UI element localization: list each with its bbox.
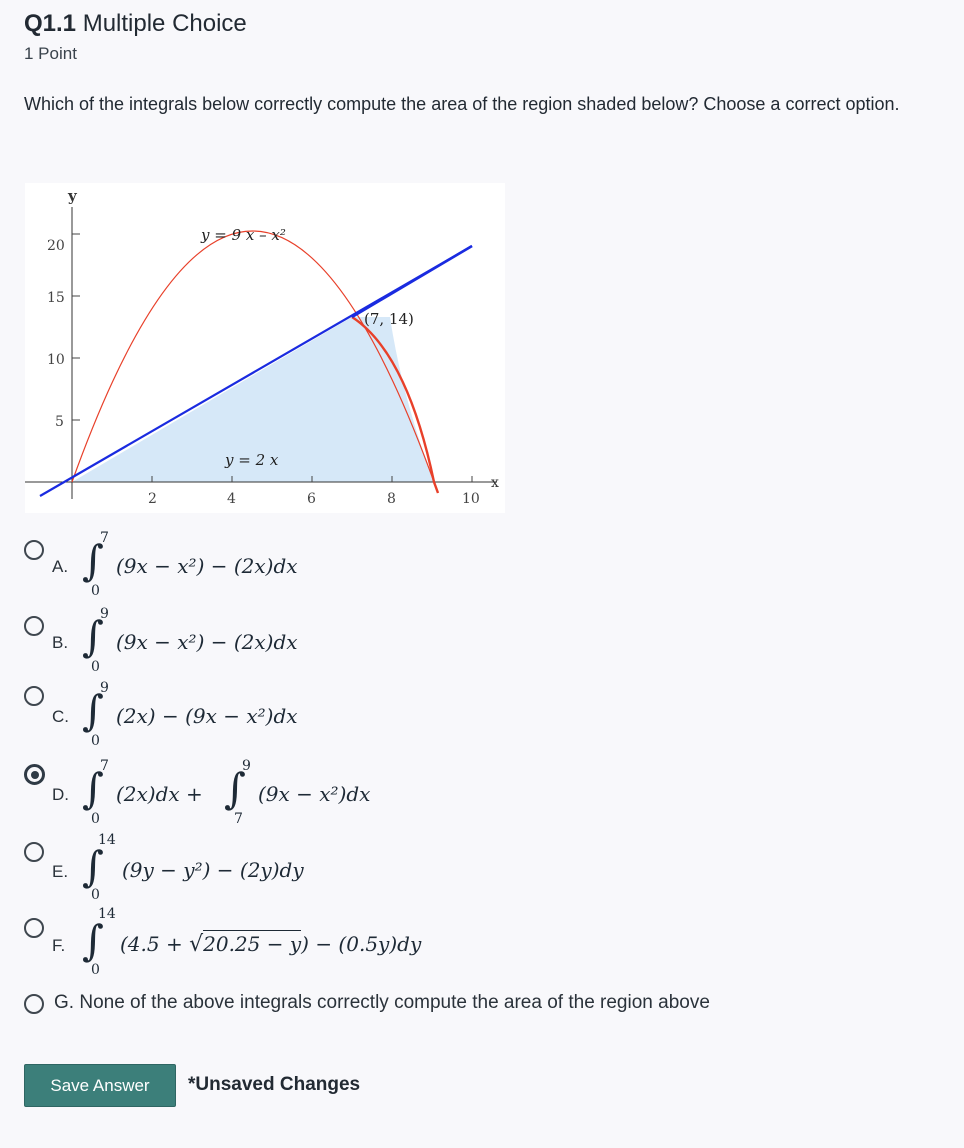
choice-text: None of the above integrals correctly compute the area of the region above bbox=[79, 992, 710, 1013]
upper-limit: 7 bbox=[100, 758, 109, 774]
integral-sign: ∫ bbox=[224, 764, 246, 813]
question-type: Multiple Choice bbox=[82, 10, 247, 37]
integral-sign: ∫ bbox=[82, 536, 104, 585]
upper-limit: 9 bbox=[100, 606, 109, 622]
question-number: Q1.1 bbox=[24, 10, 77, 37]
integrand: (9y − y²) − (2y)dy bbox=[122, 858, 304, 882]
lower-limit: 0 bbox=[91, 811, 100, 827]
integrand-prefix: (4.5 + bbox=[120, 932, 183, 956]
region-graph bbox=[25, 183, 505, 513]
upper-limit: 7 bbox=[100, 530, 109, 546]
radio-button[interactable] bbox=[24, 842, 44, 862]
integral-sign: ∫ bbox=[82, 916, 104, 965]
x-tick-label: 10 bbox=[462, 491, 480, 507]
lower-limit: 7 bbox=[234, 811, 243, 827]
sqrt-sign: √ bbox=[189, 932, 204, 957]
y-tick-label: 15 bbox=[47, 290, 65, 306]
x-tick-label: 6 bbox=[307, 491, 316, 507]
y-tick-label: 5 bbox=[55, 414, 64, 430]
integral-sign: ∫ bbox=[82, 612, 104, 661]
x-tick-label: 4 bbox=[227, 491, 236, 507]
integrand: (2x)dx + bbox=[116, 782, 203, 806]
y-tick-label: 10 bbox=[47, 352, 65, 368]
radio-button-selected[interactable] bbox=[24, 764, 45, 785]
lower-limit: 0 bbox=[91, 659, 100, 675]
upper-limit: 9 bbox=[100, 680, 109, 696]
radio-button[interactable] bbox=[24, 686, 44, 706]
line-y-2x-upper bbox=[352, 246, 472, 317]
y-axis-label: y bbox=[68, 187, 77, 205]
lower-limit: 0 bbox=[91, 962, 100, 978]
lower-limit: 0 bbox=[91, 887, 100, 903]
integrand: (9x − x²) − (2x)dx bbox=[116, 630, 298, 654]
choice-letter: G. bbox=[54, 992, 75, 1013]
save-answer-button[interactable]: Save Answer bbox=[24, 1064, 176, 1107]
question-points: 1 Point bbox=[24, 44, 77, 63]
graph-svg bbox=[25, 183, 505, 513]
x-tick-label: 8 bbox=[387, 491, 396, 507]
choice-letter: E. bbox=[52, 862, 69, 881]
upper-limit: 14 bbox=[98, 906, 116, 922]
upper-limit: 14 bbox=[98, 832, 116, 848]
lower-limit: 0 bbox=[91, 733, 100, 749]
question-title bbox=[24, 10, 247, 38]
radio-button[interactable] bbox=[24, 994, 44, 1014]
radio-button[interactable] bbox=[24, 918, 44, 938]
y-ticks bbox=[72, 234, 80, 420]
line-label: y = 2 x bbox=[225, 451, 279, 469]
parabola-label: y = 9 x – x² bbox=[201, 226, 286, 244]
choice-letter-g bbox=[54, 992, 710, 1014]
integral-sign: ∫ bbox=[82, 842, 104, 891]
integrand: (9x − x²) − (2x)dx bbox=[116, 554, 298, 578]
integrand-suffix: ) − (0.5y)dy bbox=[301, 932, 422, 956]
radicand: 20.25 − y bbox=[203, 932, 302, 956]
integral-sign: ∫ bbox=[82, 764, 104, 813]
x-axis-label: x bbox=[491, 475, 499, 491]
choice-letter: C. bbox=[52, 707, 69, 726]
choice-letter: D. bbox=[52, 785, 69, 804]
lower-limit: 0 bbox=[91, 583, 100, 599]
upper-limit: 9 bbox=[242, 758, 251, 774]
radio-button[interactable] bbox=[24, 540, 44, 560]
x-tick-label: 2 bbox=[148, 491, 157, 507]
question-prompt: Which of the integrals below correctly compute the area of the region shaded below? Choose a correct option. bbox=[24, 94, 900, 114]
radio-button[interactable] bbox=[24, 616, 44, 636]
unsaved-changes-status: *Unsaved Changes bbox=[188, 1074, 361, 1095]
choice-letter: B. bbox=[52, 633, 69, 652]
choice-letter: A. bbox=[52, 557, 69, 576]
integrand: (2x) − (9x − x²)dx bbox=[116, 704, 298, 728]
choice-letter: F. bbox=[52, 936, 66, 955]
integral-sign: ∫ bbox=[82, 686, 104, 735]
y-tick-label: 20 bbox=[47, 238, 65, 254]
intersection-label: (7, 14) bbox=[364, 310, 414, 328]
integrand: (9x − x²)dx bbox=[258, 782, 371, 806]
integrand bbox=[120, 932, 421, 957]
